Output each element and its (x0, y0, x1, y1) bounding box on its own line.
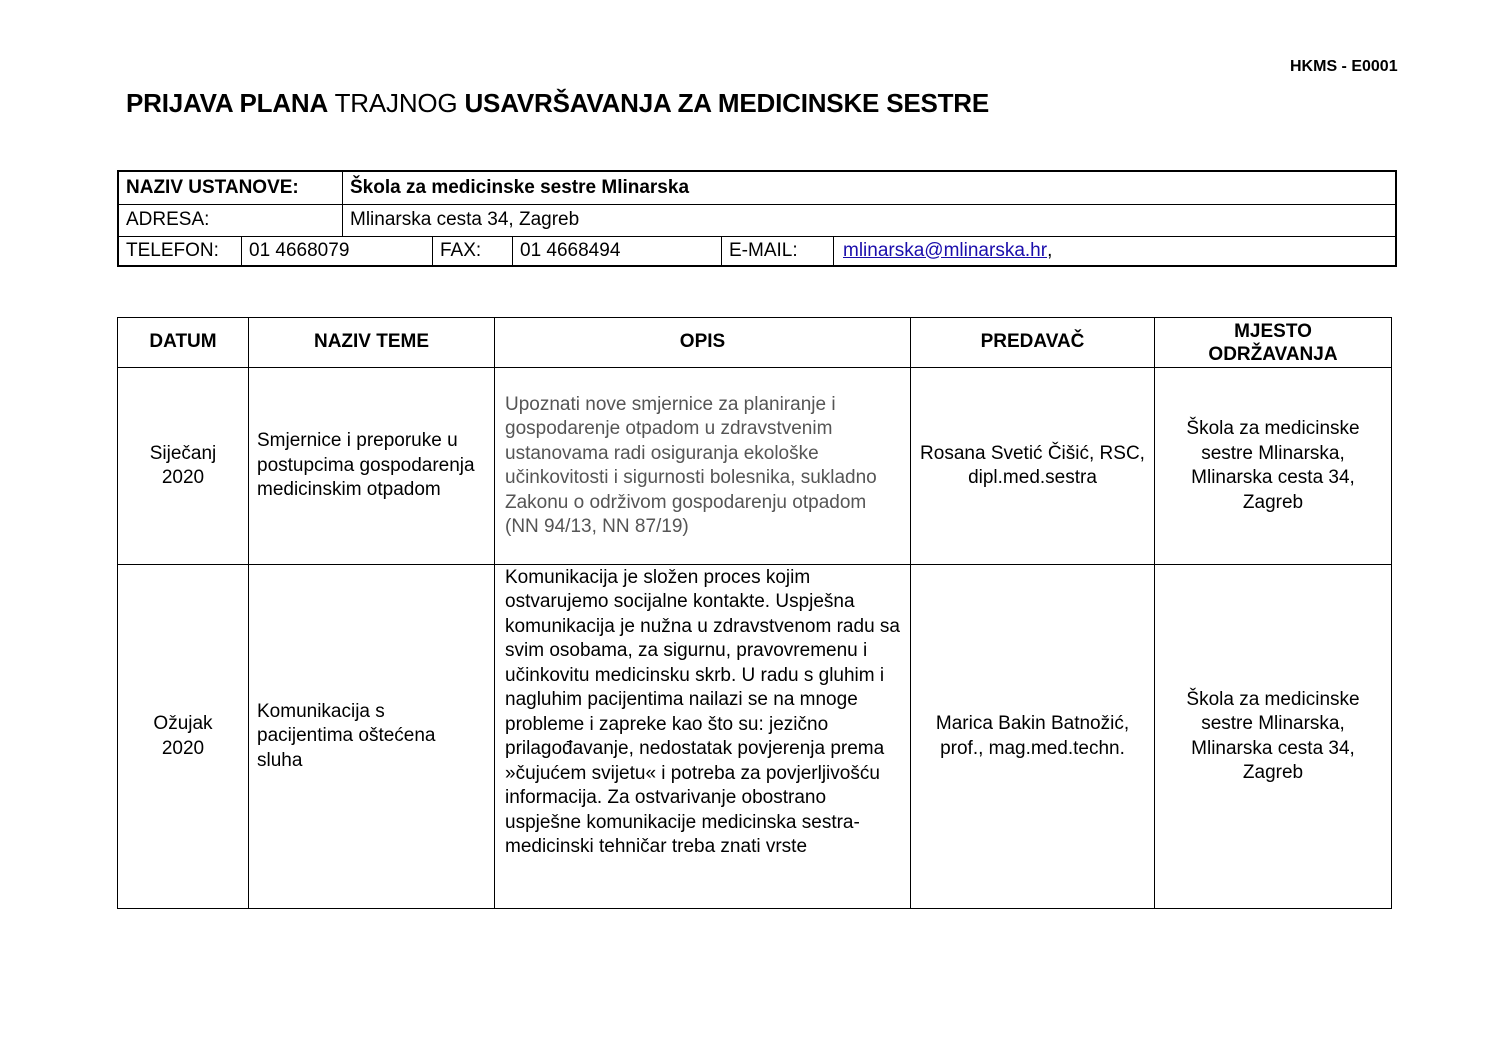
row-lecturer: Marica Bakin Batnožić, prof., mag.med.techn. (911, 565, 1155, 909)
phone-label: TELEFON: (126, 239, 219, 261)
row-topic: Smjernice i preporuke u postupcima gospodarenja medicinskim otpadom (249, 368, 495, 565)
document-code: HKMS - E0001 (1290, 58, 1398, 75)
institution-info-table (117, 170, 1397, 267)
row-venue: Škola za medicinske sestre Mlinarska, Mlinarska cesta 34, Zagreb (1155, 368, 1392, 565)
row-venue: Škola za medicinske sestre Mlinarska, Mlinarska cesta 34, Zagreb (1155, 565, 1392, 909)
row-date-month: Ožujak (153, 713, 213, 734)
row-lecturer: Rosana Svetić Čišić, RSC, dipl.med.sestra (911, 368, 1155, 565)
header-topic: NAZIV TEME (249, 318, 495, 368)
header-venue-line2: ODRŽAVANJA (1208, 343, 1338, 365)
header-lecturer: PREDAVAČ (911, 318, 1155, 368)
row-date-year: 2020 (161, 467, 205, 488)
document-title (126, 88, 989, 119)
row-date-month: Siječanj (149, 442, 217, 464)
institution-name-row (119, 172, 1395, 205)
phone-value: 01 4668079 (241, 236, 432, 265)
fax-label: FAX: (432, 236, 512, 265)
institution-name-value: Škola za medicinske sestre Mlinarska (342, 172, 1395, 204)
training-plan-table (117, 317, 1392, 909)
institution-address-value: Mlinarska cesta 34, Zagreb (342, 204, 1395, 236)
row-description: Upoznati nove smjernice za planiranje i gospodarenje otpadom u zdravstvenim ustanovama radi osiguranja ekološke učinkovitosti i sigurnosti bolesnika, sukladno Zakonu o održivom gospodarenju otpadom (NN 94/13, NN 87/19) (495, 368, 911, 565)
institution-address-label: ADRESA: (126, 209, 210, 230)
table-row (118, 565, 1392, 909)
email-label: E-MAIL: (721, 236, 833, 265)
email-link[interactable]: mlinarska@mlinarska.hr (843, 239, 1048, 261)
row-date-year: 2020 (161, 737, 205, 759)
institution-address-row (119, 204, 1395, 237)
table-header-row (118, 318, 1392, 368)
table-row (118, 368, 1392, 565)
header-date: DATUM (118, 318, 249, 368)
row-topic: Komunikacija s pacijentima oštećena sluha (249, 565, 495, 909)
fax-value: 01 4668494 (512, 236, 721, 265)
institution-name-label: NAZIV USTANOVE: (126, 177, 299, 198)
row-date (118, 565, 249, 909)
email-cell (833, 236, 1395, 265)
row-date (118, 368, 249, 565)
email-suffix: , (1047, 239, 1053, 261)
row-description-cell (495, 565, 911, 909)
title-part-2: TRAJNOG (334, 88, 458, 118)
institution-contact-row (119, 236, 1395, 265)
title-part-3: USAVRŠAVANJA ZA MEDICINSKE SESTRE (464, 88, 990, 118)
row-description: Komunikacija je složen proces kojim ostvarujemo socijalne kontakte. Uspješna komunikacija je nužna u zdravstvenom radu sa svim osobama, za sigurnu, pravovremenu i učinkovitu medicinsku skrb. U radu s gluhim i nagluhim pacijentima nailazi se na mnoge probleme i zapreke kao što su: jezično prilagođavanje, nedostatak povjerenja prema »čujućem svijetu« i potreba za povjerljivošću informacija. Za ostvarivanje obostrano uspješne komunikacije medicinska sestra-medicinski tehničar treba znati vrste (505, 566, 900, 857)
header-venue (1155, 318, 1392, 368)
title-part-1: PRIJAVA PLANA (126, 88, 329, 118)
header-venue-line1: MJESTO (1234, 320, 1312, 342)
header-description: OPIS (495, 318, 911, 368)
